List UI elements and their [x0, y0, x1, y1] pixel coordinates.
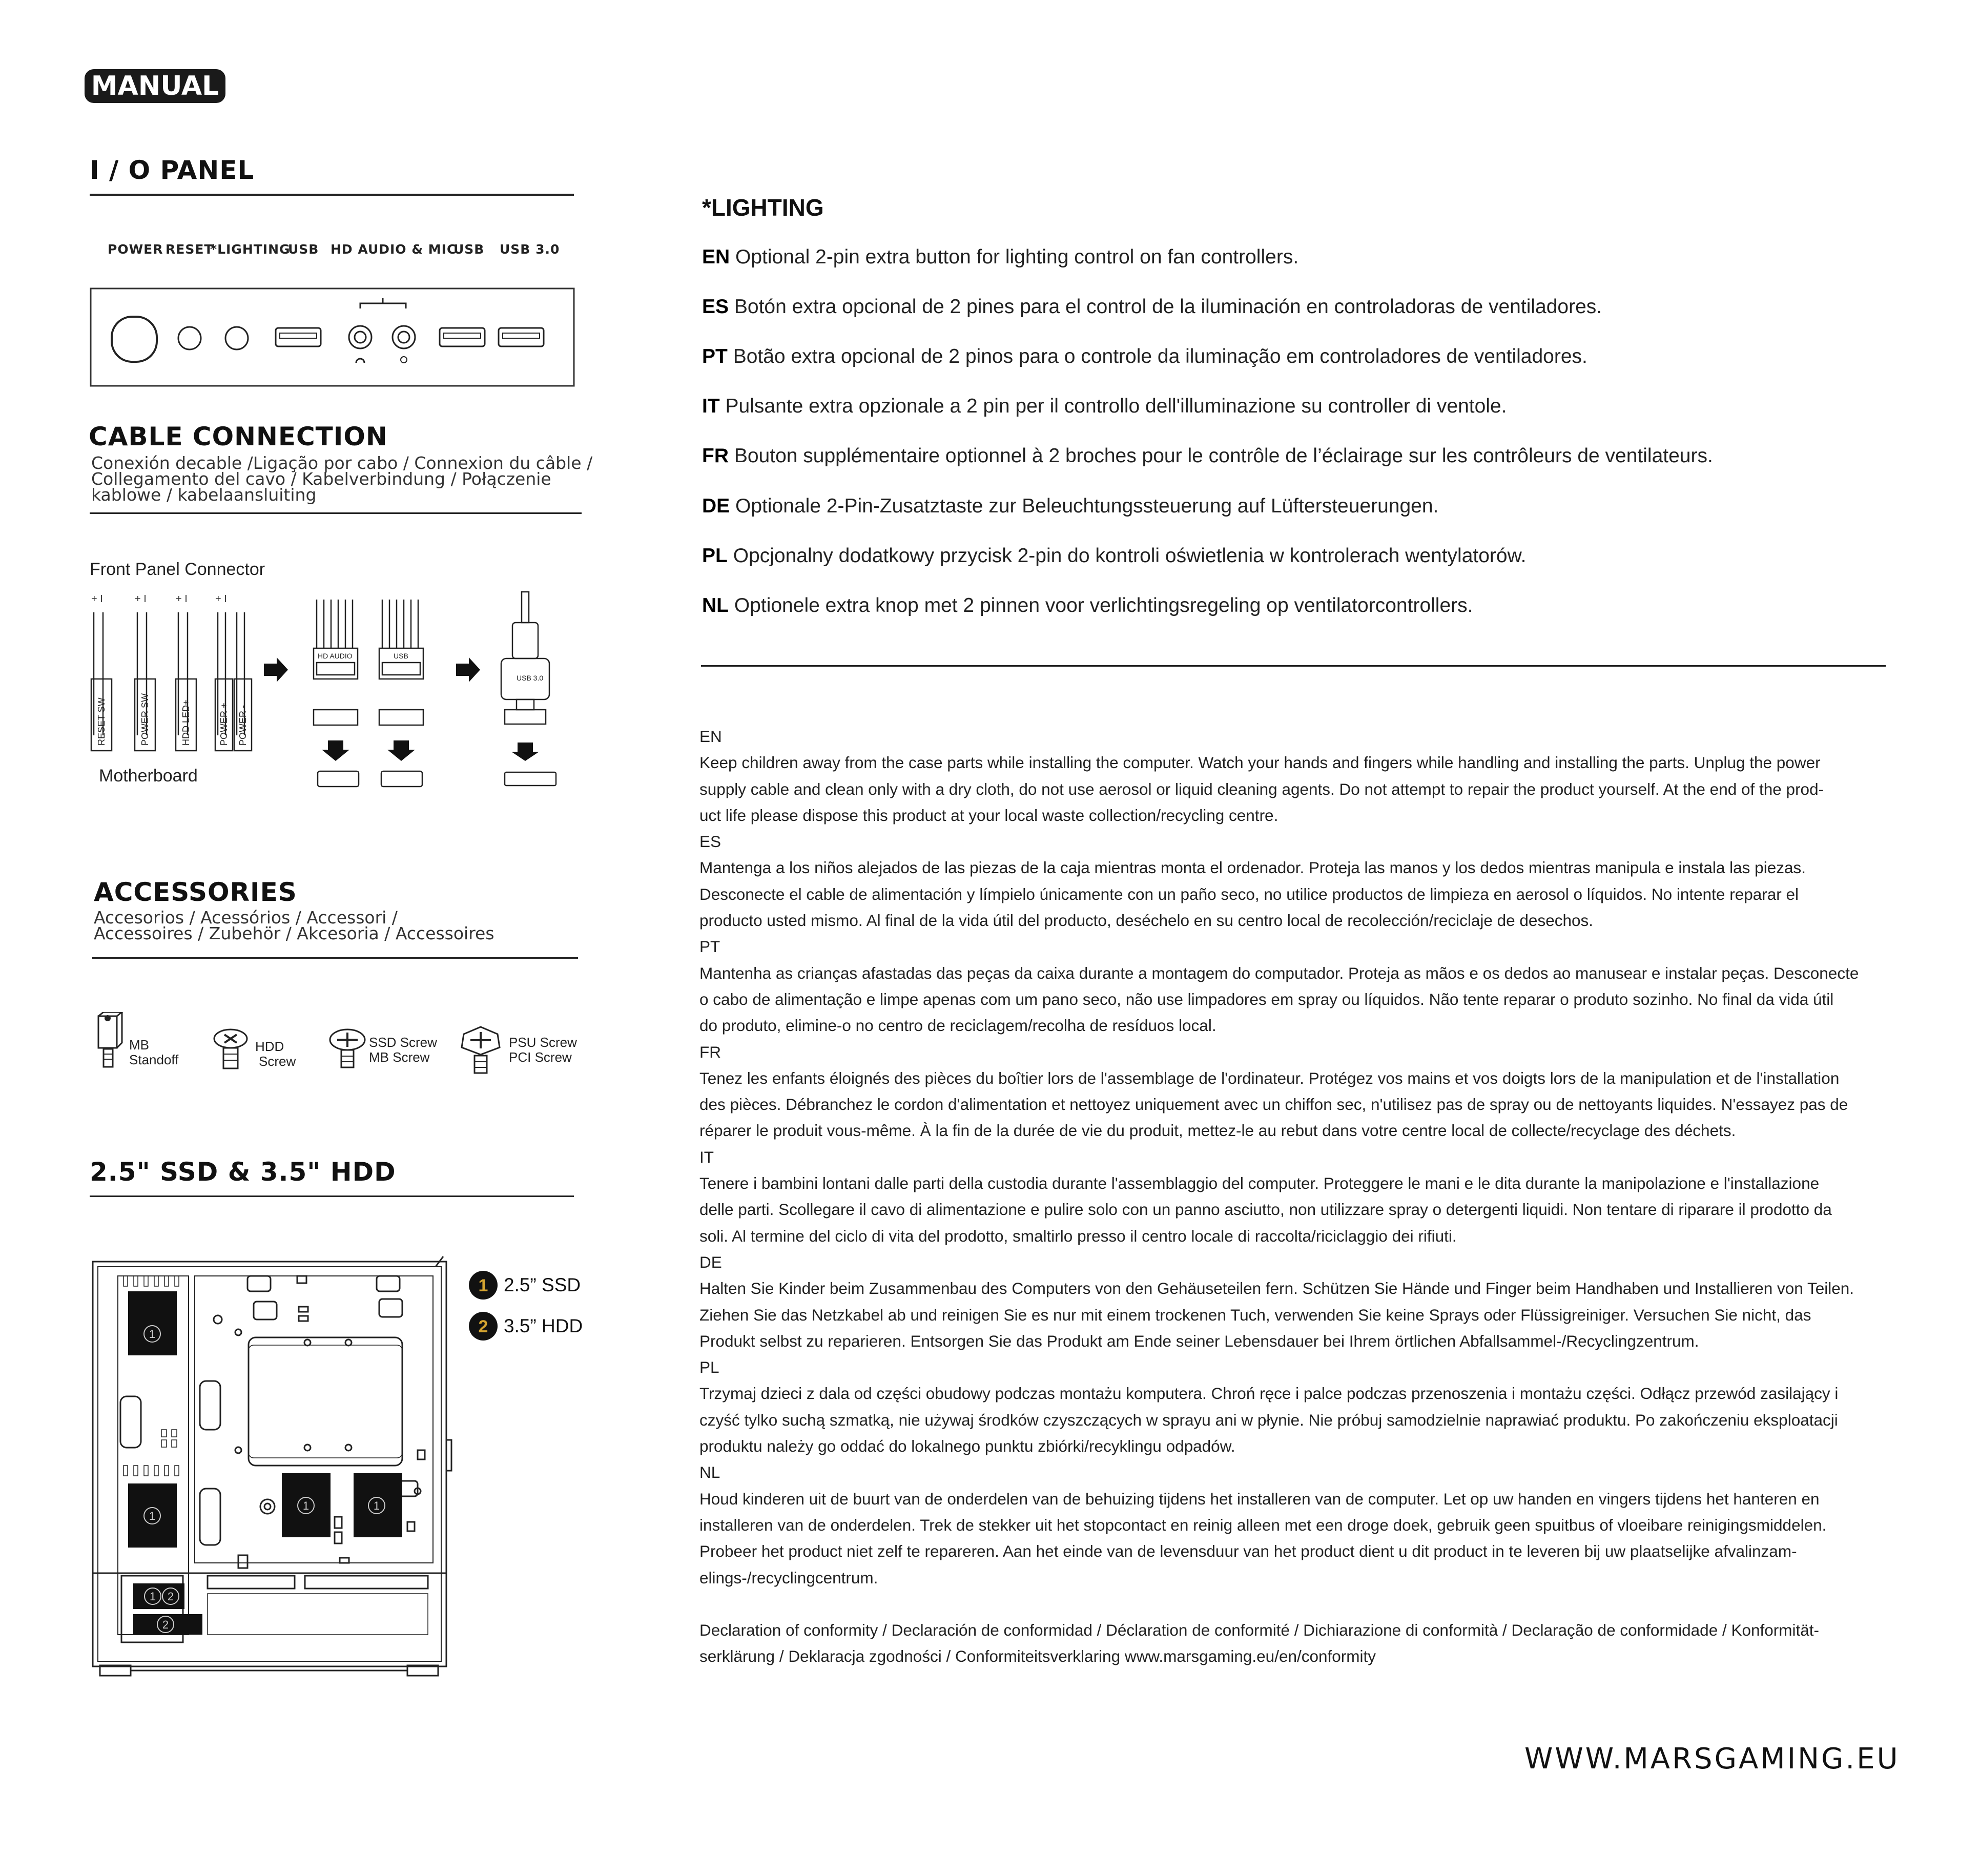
warning-code-es: ES: [699, 832, 721, 851]
lighting-title: *LIGHTING: [702, 194, 824, 221]
warning-line: soli. Al termine del ciclo di vita del prodotto, smaltirlo presso il centro locale di raccolta/riciclaggio dei rifiuti.: [699, 1226, 1457, 1245]
lighting-line-pt: PT Botão extra opcional de 2 pinos para o controle da iluminação em controladores de ventiladores.: [702, 345, 1587, 367]
warning-line: Trzymaj dzieci z dala od części obudowy podczas montażu komputera. Chroń ręce i palce podczas przenoszenia i montażu części. Odłącz przewód zasilający i: [699, 1384, 1839, 1403]
io-label-power: POWER: [108, 242, 163, 257]
warning-code-nl: NL: [699, 1463, 720, 1482]
cable-label-power-plus: POWER +: [219, 703, 229, 746]
warning-line: o cabo de alimentação e limpe apenas com um pano seco, não use limpadores em spray ou líquidos. Não tente reparar o produto sozinho. No final da vida útil: [699, 989, 1834, 1008]
warning-code-fr: FR: [699, 1042, 721, 1061]
io-panel-title: I / O PANEL: [90, 155, 255, 185]
ssd-screw-icon: [327, 1027, 368, 1074]
lighting-line-en: EN Optional 2-pin extra button for lighting control on fan controllers.: [702, 246, 1299, 268]
svg-text:2: 2: [478, 1317, 488, 1336]
warning-line: réparer le produit vous-même. À la fin de la durée de vie du produit, mettez-le au rebut dans votre centre local de collecte/recyclage des déchets.: [699, 1121, 1736, 1140]
warning-line: Mantenga a los niños alejados de las piezas de la caja mientras monta el ordenador. Proteja las manos y los dedos mientras manipula e instala las piezas.: [699, 858, 1806, 877]
warning-line: producto usted mismo. Al final de la vida útil del producto, deséchelo en su centro local de recolección/reciclaje de desechos.: [699, 911, 1594, 930]
accessories-title: ACCESSORIES: [94, 877, 297, 907]
accessory-hdd-line2: Screw: [259, 1054, 296, 1069]
lighting-line-fr: FR Bouton supplémentaire optionnel à 2 broches pour le contrôle de l’éclairage sur les contrôleurs de ventilateurs.: [702, 445, 1713, 467]
warning-line: delle parti. Scollegare il cavo di alimentazione e pulire solo con un panno asciutto, non utilizzare spray o detergenti liquidi. Non tentare di riparare il prodotto da: [699, 1200, 1832, 1219]
legend-badge-2: [468, 1311, 499, 1342]
accessory-psu-line1: PSU Screw: [509, 1035, 577, 1050]
lighting-line-pl: PL Opcjonalny dodatkowy przycisk 2-pin do kontroli oświetlenia w kontrolerach wentylatorów.: [702, 545, 1527, 567]
accessories-subtitle-2: Accessoires / Zubehör / Akcesoria / Accessoires: [94, 923, 494, 943]
header-label-usb: USB: [394, 652, 408, 660]
svg-text:+ I: + I: [135, 593, 147, 605]
svg-text:+ I: + I: [176, 593, 188, 605]
accessory-ssd-line2: MB Screw: [369, 1049, 430, 1065]
accessory-hdd-line1: HDD: [255, 1039, 284, 1054]
safety-warnings: [699, 724, 1909, 1669]
lighting-line-de: DE Optionale 2-Pin-Zusatztaste zur Beleuchtungssteuerung auf Lüftersteuerungen.: [702, 495, 1439, 517]
cable-subtitle-3: kablowe / kabelaansluiting: [91, 485, 317, 505]
legend-badge-1: [468, 1270, 499, 1301]
warning-line: czyść tylko suchą szmatką, nie używaj środków czyszczących w sprayu ani w płynie. Nie próbuj samodzielnie naprawiać produktu. Po zakończeniu eksploatacji: [699, 1410, 1838, 1429]
motherboard-label: Motherboard: [99, 766, 198, 786]
io-label-hd-audio-mic: HD AUDIO & MIC: [331, 242, 457, 257]
psu-screw-icon: [458, 1025, 504, 1076]
conformity-line: Declaration of conformity / Declaración de conformidad / Déclaration de conformité / Dichiarazione di conformità / Declaração de conformidade / Konformität-: [699, 1620, 1820, 1639]
mb-standoff-icon: [92, 1012, 128, 1074]
svg-text:1: 1: [149, 1590, 156, 1603]
warning-line: produktu należy go oddać do lokalnego punktu zbiórki/recyklingu odpadów.: [699, 1437, 1235, 1456]
svg-text:+ I: + I: [215, 593, 227, 605]
warning-line: Houd kinderen uit de buurt van de onderdelen van de behuizing tijdens het installeren van de computer. Let op uw handen en vingers tijdens het hanteren en: [699, 1489, 1820, 1508]
lighting-line-nl: NL Optionele extra knop met 2 pinnen voor verlichtingsregeling op ventilatorcontrollers.: [702, 594, 1473, 616]
warning-line: uct life please dispose this product at your local waste collection/recycling centre.: [699, 806, 1278, 824]
lighting-line-es: ES Botón extra opcional de 2 pines para el control de la iluminación en controladoras de ventiladores.: [702, 296, 1602, 318]
warning-code-it: IT: [699, 1147, 714, 1166]
cable-subtitle-2: Collegamento del cavo / Kabelverbindung / Połączenie: [91, 469, 551, 489]
warning-line: Keep children away from the case parts while installing the computer. Watch your hands and fingers while handling and installing the parts. Unplug the power: [699, 753, 1821, 772]
warning-line: Halten Sie Kinder beim Zusammenbau des Computers von den Gehäuseteilen fern. Schützen Sie Hände und Finger beim Handhaben und Installieren von Teilen.: [699, 1279, 1854, 1298]
conformity-line: serklärung / Deklaracja zgodności / Conformiteitsverklaring www.marsgaming.eu/en/conformity: [699, 1647, 1376, 1666]
warning-line: Mantenha as crianças afastadas das peças da caixa durante a montagem do computador. Proteja as mãos e os dedos ao manusear e instalar peças. Desconecte: [699, 963, 1859, 982]
warning-line: installeren van de onderdelen. Trek de stekker uit het stopcontact en reinig alleen met een droge doek, gebruik geen spuitbus of vloeibare reinigingsmiddelen.: [699, 1515, 1827, 1534]
io-label-lighting: *LIGHTING: [210, 242, 291, 257]
website-url[interactable]: WWW.MARSGAMING.EU: [1524, 1742, 1900, 1776]
io-label-usb3: USB 3.0: [500, 242, 560, 257]
cable-label-power-minus: POWER -: [238, 705, 248, 746]
accessory-mb-line1: MB: [129, 1037, 149, 1053]
warning-code-en: EN: [699, 727, 722, 746]
manual-badge: MANUAL: [85, 69, 225, 103]
cable-label-reset-sw: RESET SW: [96, 697, 107, 746]
drives-rule: [90, 1195, 574, 1197]
header-label-hd-audio: HD AUDIO: [318, 652, 353, 660]
accessories-subtitle-1: Accesorios / Acessórios / Accessori /: [94, 908, 398, 927]
warning-line: Probeer het product niet zelf te repareren. Aan het einde van de levensduur van het product dient u dit product in te leveren bij uw plaatselijke afvalinzam-: [699, 1542, 1797, 1561]
cable-label-hdd-led: HDD LED+: [181, 699, 191, 746]
accessory-ssd-line1: SSD Screw: [369, 1035, 437, 1050]
warning-line: Tenere i bambini lontani dalle parti della custodia durante l'assemblaggio del computer. Proteggere le mani e le dita durante la manipolazione e l'installazione: [699, 1174, 1820, 1193]
warning-line: supply cable and clean only with a dry cloth, do not use aerosol or liquid cleaning agents. Do not attempt to repair the product yourself. At the end of the prod-: [699, 779, 1824, 798]
cable-label-power-sw: POWER SW: [140, 693, 150, 746]
cable-rule: [90, 512, 582, 514]
accessory-mb-line2: Standoff: [129, 1052, 179, 1067]
lighting-line-it: IT Pulsante extra opzionale a 2 pin per il controllo dell'illuminazione su controller di ventole.: [702, 395, 1507, 417]
header-label-usb3: USB 3.0: [517, 674, 544, 682]
cable-subtitle-1: Conexión decable /Ligação por cabo / Connexion du câble /: [91, 453, 593, 473]
io-label-usb: USB: [288, 242, 319, 257]
accessory-psu-line2: PCI Screw: [509, 1049, 572, 1065]
svg-text:1: 1: [149, 1510, 156, 1522]
warning-line: Tenez les enfants éloignés des pièces du boîtier lors de l'assemblage de l'ordinateur. Protégez vos mains et vos doigts lors de la manipulation et de l'installation: [699, 1068, 1840, 1087]
hdd-screw-icon: [210, 1027, 251, 1074]
svg-text:1: 1: [478, 1276, 488, 1295]
drives-title: 2.5" SSD & 3.5" HDD: [90, 1157, 396, 1187]
warning-line: des pièces. Débranchez le cordon d'alimentation et nettoyez uniquement avec un chiffon sec, n'utilisez pas de spray ou de nettoyants liquides. N'essayez pas de: [699, 1095, 1848, 1114]
io-label-usb-2: USB: [453, 242, 485, 257]
legend-hdd-label: 3.5” HDD: [504, 1315, 583, 1336]
warning-line: do produto, elimine-o no centro de reciclagem/recolha de resíduos local.: [699, 1016, 1216, 1035]
accessories-rule: [92, 957, 578, 959]
io-panel-rule: [90, 194, 574, 196]
cable-title: CABLE CONNECTION: [89, 422, 388, 451]
svg-text:1: 1: [149, 1328, 156, 1341]
legend-ssd-label: 2.5” SSD: [504, 1274, 581, 1295]
cable-connection-diagram: [87, 587, 589, 792]
svg-text:1: 1: [302, 1499, 310, 1512]
warning-code-pl: PL: [699, 1358, 719, 1377]
case-diagram: [90, 1255, 459, 1681]
warning-line: Produkt selbst zu reparieren. Entsorgen Sie das Produkt am Ende seiner Lebensdauer bei Ihrem örtlichen Abfallsammel-/Recyclingzentrum.: [699, 1331, 1699, 1350]
svg-text:1: 1: [373, 1499, 380, 1512]
svg-text:+ I: + I: [91, 593, 103, 605]
io-panel-diagram: [87, 277, 579, 392]
io-label-reset: RESET: [166, 242, 214, 257]
front-panel-connector-label: Front Panel Connector: [90, 560, 265, 579]
warning-line: Ziehen Sie das Netzkabel ab und reinigen Sie es nur mit einem trockenen Tuch, verwenden Sie keine Sprays oder Flüssigreiniger. Versuchen Sie nicht, das: [699, 1305, 1811, 1324]
warning-line: Desconecte el cable de alimentación y límpielo únicamente con un paño seco, no utilice productos de limpieza en aerosol o líquidos. No intente reparar el: [699, 884, 1799, 903]
warning-line: elings-/recyclingcentrum.: [699, 1568, 878, 1587]
warning-code-pt: PT: [699, 937, 720, 956]
svg-text:2: 2: [162, 1618, 169, 1631]
warning-code-de: DE: [699, 1252, 722, 1271]
svg-text:2: 2: [167, 1590, 174, 1603]
lighting-rule: [701, 665, 1886, 667]
